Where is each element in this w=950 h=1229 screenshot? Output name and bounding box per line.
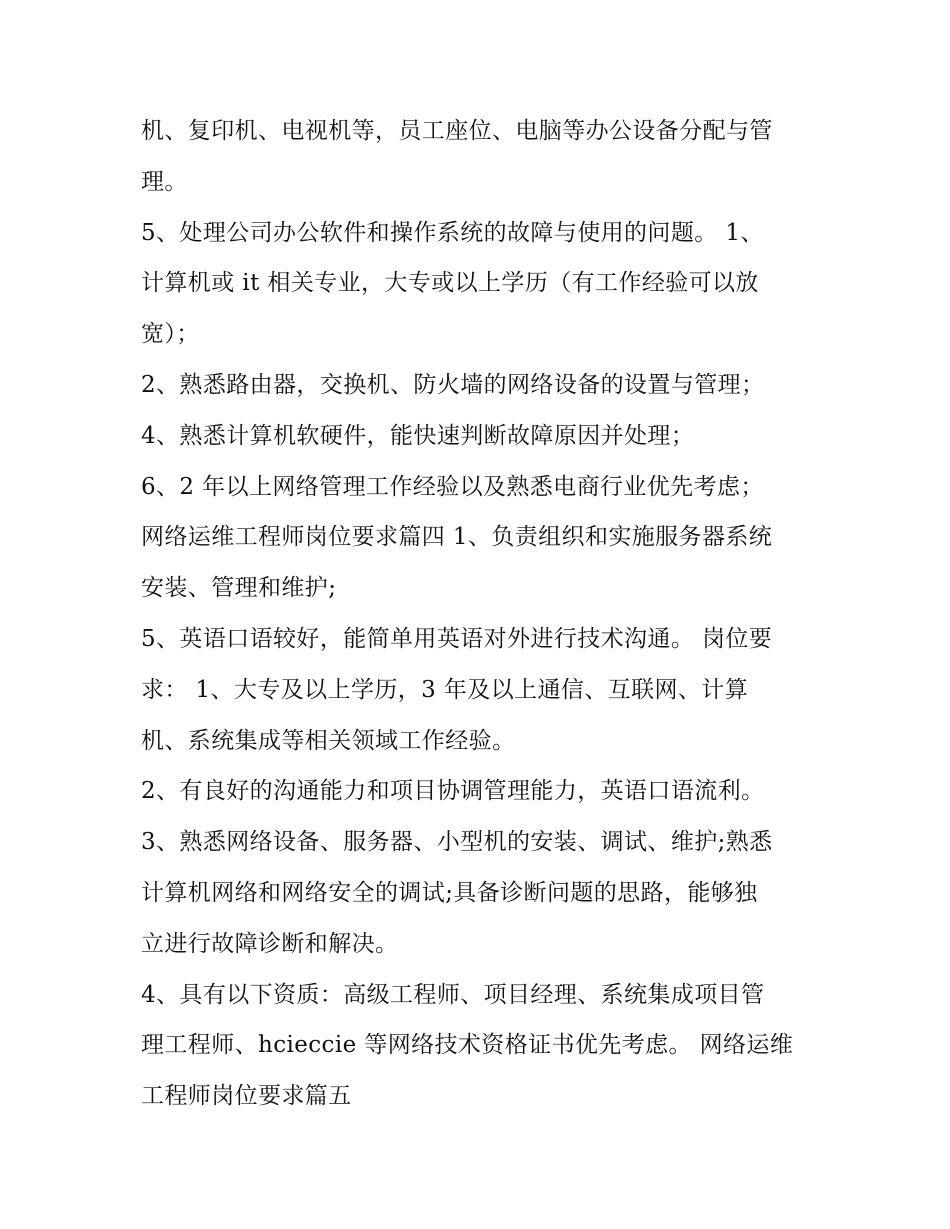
text-line: 网络运维工程师岗位要求篇四 1、负责组织和实施服务器系统 [141, 524, 773, 551]
text-line: 计算机或 it 相关专业，大专或以上学历（有工作经验可以放 [141, 270, 759, 297]
text-line: 6、2 年以上网络管理工作经验以及熟悉电商行业优先考虑； [141, 473, 764, 500]
text-line: 宽）； [141, 321, 200, 348]
text-line: 安装、管理和维护; [141, 575, 337, 602]
text-line: 立进行故障诊断和解决。 [141, 930, 399, 957]
document-body [141, 106, 821, 1122]
text-line: 4、具有以下资质：高级工程师、项目经理、系统集成项目管 [141, 981, 765, 1008]
text-line: 5、英语口语较好，能简单用英语对外进行技术沟通。 岗位要 [141, 625, 773, 652]
text-line: 理。 [141, 168, 188, 195]
text-line: 工程师岗位要求篇五 [141, 1083, 352, 1110]
text-line: 求： 1、大专及以上学历，3 年及以上通信、互联网、计算 [141, 676, 749, 703]
text-line: 4、熟悉计算机软硬件，能快速判断故障原因并处理； [141, 422, 695, 449]
text-line: 2、有良好的沟通能力和项目协调管理能力，英语口语流利。 [141, 778, 765, 805]
text-line: 5、处理公司办公软件和操作系统的故障与使用的问题。 1、 [141, 219, 764, 246]
text-line: 理工程师、hcieccie 等网络技术资格证书优先考虑。 网络运维 [141, 1032, 794, 1059]
text-line: 计算机网络和网络安全的调试;具备诊断问题的思路，能够独 [141, 879, 758, 906]
text-line: 机、系统集成等相关领域工作经验。 [141, 727, 516, 754]
text-line: 机、复印机、电视机等，员工座位、电脑等办公设备分配与管 [141, 118, 773, 144]
text-line: 2、熟悉路由器，交换机、防火墙的网络设备的设置与管理； [141, 371, 765, 398]
text-line: 3、熟悉网络设备、服务器、小型机的安装、调试、维护;熟悉 [141, 829, 773, 856]
